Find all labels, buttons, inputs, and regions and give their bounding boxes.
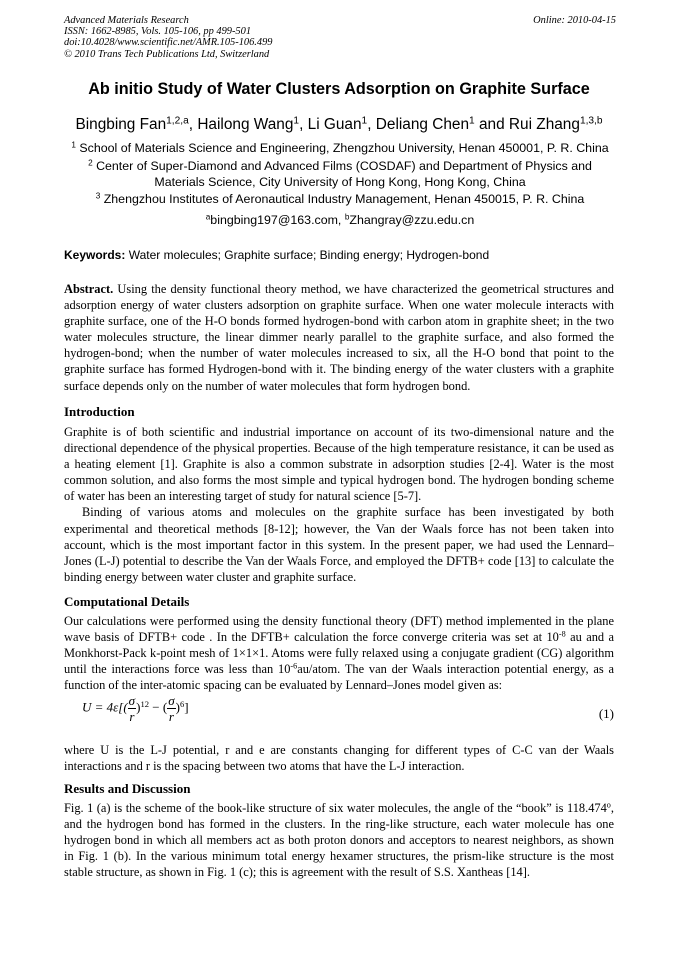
affiliation-3 bbox=[64, 191, 616, 207]
exponent: -8 bbox=[558, 629, 566, 639]
affiliation-1 bbox=[64, 140, 616, 156]
results-body bbox=[64, 800, 614, 880]
introduction-body bbox=[64, 424, 614, 585]
email-mark: b bbox=[344, 212, 350, 222]
degree-mark: o bbox=[606, 800, 611, 810]
text-run: au and a Monkhorst-Pack k-point mesh of 1×1×1. Atoms were fully relaxed using a conjugate gradient (CG) algorithm until the interactions force was less than 10 bbox=[64, 630, 614, 677]
abstract bbox=[64, 281, 614, 394]
text-run: au/atom. The van der Waals interaction potential energy, as a function of the inter-atomic spacing can be evaluated by Lennard–Jones model given as: bbox=[64, 662, 614, 693]
author-affil-mark: 1 bbox=[293, 115, 300, 127]
author-name: Rui Zhang bbox=[508, 116, 580, 133]
text-run: Fig. 1 (a) is the scheme of the book-like structure of six water molecules, the angle of the “book” is 118.474 bbox=[64, 801, 607, 815]
denominator: r bbox=[129, 709, 135, 724]
author-affil-mark: 1,3,b bbox=[579, 115, 603, 127]
paragraph: Binding of various atoms and molecules on the graphite surface has been investigated by both experimental and theoretical methods [8-12]; however, the Van der Waals force has not been taken into account, which is the most important factor in this system. In the present paper, we had used the Lennard–Jones (L-J) potential to describe the Van der Waals Force, and employed the DFTB+ code [13] to calculate the binding energy between water cluster and graphite surface. bbox=[64, 505, 614, 584]
equation-number: (1) bbox=[598, 706, 614, 721]
paragraph: where U is the L-J potential, r and e are constants changing for different types of C-C van der Waals interactions and r is the spacing between two atoms that have the L-J interaction. bbox=[64, 743, 614, 774]
equation-lhs: U = 4ε[( bbox=[82, 699, 128, 715]
author-affil-mark: 1 bbox=[361, 115, 368, 127]
author-list: Bingbing Fan$^{1,2,a}$, Hailong Wang$^1$, Li Guan$^1$, Deliang Chen$^1$ and Rui Zhang$^{1,3,b}$ bbox=[75, 115, 603, 133]
doi-line: doi:10.4028/www.scientific.net/AMR.105-106.499 bbox=[64, 37, 273, 49]
keywords-label: Keywords: bbox=[64, 248, 126, 262]
equation-lennard-jones bbox=[82, 693, 614, 737]
author-affil-mark: 1,2,a bbox=[166, 115, 189, 127]
paragraph: Graphite is of both scientific and industrial importance on account of its two-dimensional nature and the directional dependence of the physical properties. Because of the high temperature resistance, it can be used as a heating element [1]. Graphite is also a common substrate in adsorption studies [2-4]. Water is the most common solution, and also forms the most simple and typical hydrogen bond. The hydrogen bonding scheme of water has been an interesting target of study for natural science [5-7]. bbox=[64, 425, 614, 504]
affiliation-text: School of Materials Science and Engineering, Zhengzhou University, Henan 450001, P. R. China bbox=[79, 141, 609, 155]
journal-metadata bbox=[64, 15, 616, 60]
numerator: σ bbox=[168, 693, 175, 708]
issn-line: ISSN: 1662-8985, Vols. 105-106, pp 499-501 bbox=[64, 26, 252, 38]
author-affil-mark: 1 bbox=[469, 115, 475, 127]
bracket-close: ] bbox=[184, 699, 189, 715]
computational-after bbox=[64, 742, 614, 774]
exponent: -6 bbox=[290, 661, 298, 671]
affiliation-mark: 3 bbox=[95, 191, 101, 201]
section-heading-introduction: Introduction bbox=[64, 404, 135, 419]
fraction bbox=[167, 693, 175, 724]
author-name: Hailong Wang bbox=[197, 116, 294, 133]
affiliation-mark: 1 bbox=[71, 140, 76, 150]
computational-body bbox=[64, 613, 614, 693]
author-name: Li Guan bbox=[307, 116, 362, 133]
text-run: Our calculations were performed using the density functional theory (DFT) method implemented in the plane wave basis of DFTB+ code . In the DFTB+ calculation the force converge criteria was set at 10 bbox=[64, 614, 614, 645]
paper-title: Ab initio Study of Water Clusters Adsorption on Graphite Surface bbox=[88, 80, 590, 98]
email-mark: a bbox=[205, 212, 211, 222]
equation-operator: − ( bbox=[149, 699, 168, 715]
author-emails bbox=[64, 212, 616, 228]
fraction bbox=[128, 693, 136, 724]
abstract-text: Using the density functional theory method, we have characterized the geometrical structures and adsorption energy of water clusters adsorption on graphite surface. When one water molecule interacts with graphite surface, one of the H-O bonds formed hydrogen-bond with carbon atom in graphite sheet; in the two water molecules structure, the linear dimmer nearly parallel to the graphite surface, and also formed the hydrogen-bond; when the number of water molecules increased to six, all the H-O bond that point to the graphite surface has formed Hydrogen-bond with it. The binding energy of the water clusters with a graphite surface depends only on the number of water molecules that form hydrogen bond. bbox=[64, 282, 614, 393]
exponent: 12 bbox=[140, 698, 150, 709]
keywords bbox=[64, 248, 624, 262]
email-a[interactable]: bingbing197@163.com, bbox=[210, 213, 342, 227]
paragraph bbox=[64, 800, 614, 880]
text-run: , and the hydrogen bond has formed in the clusters. In the ring-like structure, each water molecule has one hydrogen bond in which all members act as both proton donors and acceptors to nearest neighbors, as shown in Fig. 1 (b). In the various minimum total energy hexamer structures, the prism-like structure is the most stable structure, as shown in Fig. 1 (c); this is agreement with the result of S.S. Xantheas [14]. bbox=[64, 801, 614, 880]
affiliation-2 bbox=[64, 158, 616, 190]
author-name: Deliang Chen bbox=[375, 116, 470, 133]
journal-name: Advanced Materials Research bbox=[64, 15, 189, 26]
denominator: r bbox=[168, 709, 174, 724]
keywords-text: Water molecules; Graphite surface; Binding energy; Hydrogen-bond bbox=[128, 248, 490, 262]
paragraph bbox=[64, 613, 614, 693]
affiliation-text-cont: Materials Science, City University of Hong Kong, Hong Kong, China bbox=[154, 175, 526, 189]
affiliation-text: Center of Super-Diamond and Advanced Films (COSDAF) and Department of Physics and bbox=[96, 159, 592, 173]
numerator: σ bbox=[128, 693, 136, 708]
section-heading-results: Results and Discussion bbox=[64, 781, 191, 796]
affiliation-text: Zhengzhou Institutes of Aeronautical Industry Management, Henan 450015, P. R. China bbox=[103, 192, 585, 206]
paren-close: ) bbox=[136, 699, 141, 715]
section-heading-computational: Computational Details bbox=[64, 594, 190, 609]
abstract-label: Abstract. bbox=[64, 282, 114, 296]
author-name: Bingbing Fan bbox=[75, 116, 167, 133]
online-date: Online: 2010-04-15 bbox=[533, 15, 616, 26]
exponent: 6 bbox=[179, 698, 185, 709]
copyright-line: © 2010 Trans Tech Publications Ltd, Switzerland bbox=[64, 48, 270, 60]
email-b[interactable]: Zhangray@zzu.edu.cn bbox=[349, 213, 475, 227]
paren-close: ) bbox=[175, 699, 180, 715]
affiliation-mark: 2 bbox=[88, 158, 93, 168]
